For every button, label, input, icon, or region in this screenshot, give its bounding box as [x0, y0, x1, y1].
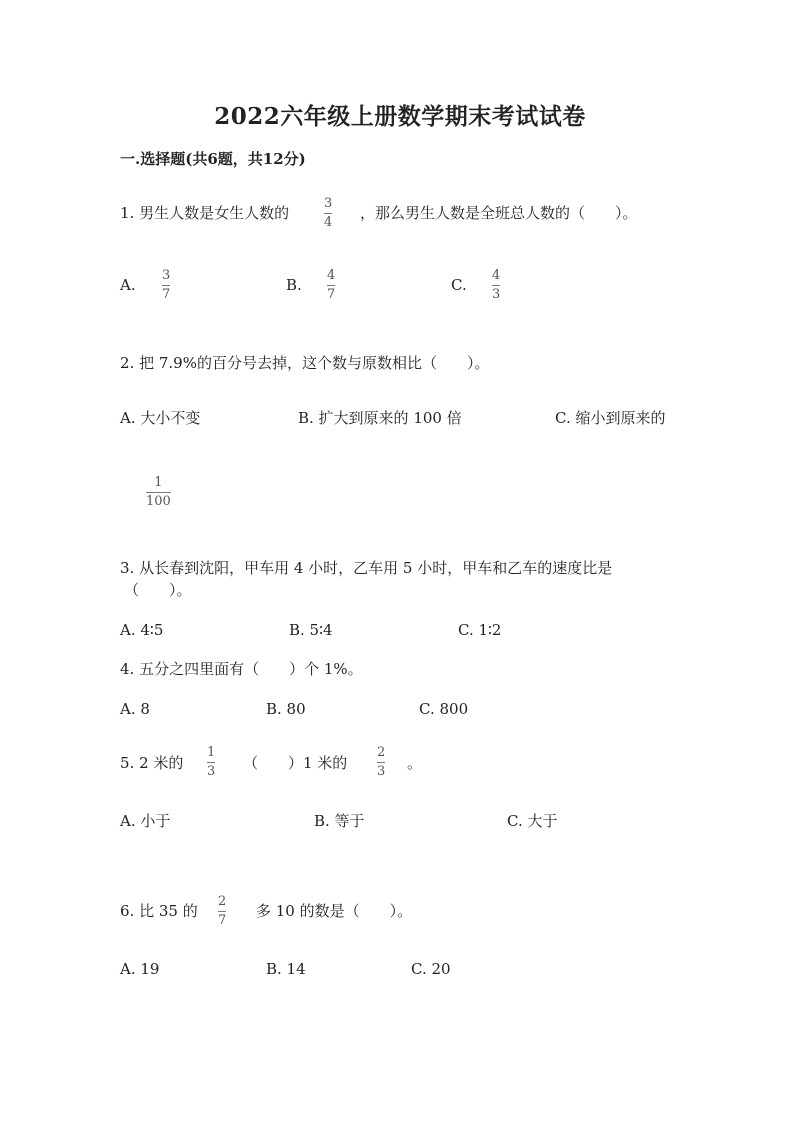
q6-option-a: A. 19 [120, 960, 160, 978]
q6-fraction-numerator: 2 [218, 894, 227, 909]
q6-fraction [218, 895, 226, 928]
q2-stem: 2. 把 7.9%的百分号去掉，这个数与原数相比（ ）。 [120, 354, 490, 372]
q5-option-b: B. 等于 [314, 812, 365, 830]
q3-stem-line-1: 3. 从长春到沈阳，甲车用 4 小时，乙车用 5 小时，甲车和乙车的速度比是 [120, 559, 613, 577]
q1-option-c-fraction [492, 269, 500, 302]
q3-stem-line-2: （ ）。 [124, 581, 192, 599]
q1-option-c-numerator: 4 [492, 268, 501, 283]
q3-option-a: A. 4∶5 [120, 621, 164, 639]
q5-stem-middle: （ ）1 米的 [243, 754, 348, 772]
q5-option-a: A. 小于 [120, 812, 171, 830]
q1-stem-start: 1. 男生人数是女生人数的 [120, 204, 290, 222]
q2-option-c-denominator: 100 [146, 494, 171, 509]
q6-option-c: C. 20 [411, 960, 451, 978]
q4-stem: 4. 五分之四里面有（ ）个 1%。 [120, 660, 363, 678]
q1-fraction [324, 197, 332, 230]
q5-fraction-1 [207, 746, 215, 779]
q5-fraction-2-numerator: 2 [377, 745, 386, 760]
q3-option-c: C. 1∶2 [458, 621, 502, 639]
q1-option-a-numerator: 3 [162, 268, 171, 283]
q1-stem-end: ，那么男生人数是全班总人数的（ ）。 [360, 204, 638, 222]
q2-option-c-fraction [146, 476, 171, 509]
q1-option-b-label: B. [286, 276, 302, 294]
q1-option-c-denominator: 3 [492, 287, 501, 302]
q4-option-c: C. 800 [419, 700, 469, 718]
q6-option-b: B. 14 [266, 960, 306, 978]
q2-option-a: A. 大小不变 [120, 409, 201, 427]
q1-fraction-denominator: 4 [324, 215, 333, 230]
q1-option-b-fraction [327, 269, 335, 302]
q1-option-a-label: A. [120, 276, 136, 294]
q1-option-c-label: C. [451, 276, 467, 294]
q5-fraction-1-numerator: 1 [207, 745, 216, 760]
q1-option-b-denominator: 7 [327, 287, 336, 302]
q4-option-a: A. 8 [120, 700, 150, 718]
q2-option-b: B. 扩大到原来的 100 倍 [298, 409, 462, 427]
q1-option-a-denominator: 7 [162, 287, 171, 302]
page-title: 2022六年级上册数学期末考试试卷 [214, 103, 586, 130]
q5-fraction-2 [377, 746, 385, 779]
q6-fraction-denominator: 7 [218, 913, 227, 928]
q1-option-b-numerator: 4 [327, 268, 336, 283]
q5-stem-start: 5. 2 米的 [120, 754, 184, 772]
q3-option-b: B. 5∶4 [289, 621, 333, 639]
q6-stem-start: 6. 比 35 的 [120, 902, 198, 920]
q5-option-c: C. 大于 [507, 812, 558, 830]
q6-stem-end: 多 10 的数是（ ）。 [256, 902, 413, 920]
q4-option-b: B. 80 [266, 700, 306, 718]
q2-option-c: C. 缩小到原来的 [555, 409, 666, 427]
q5-fraction-2-denominator: 3 [377, 764, 386, 779]
q1-fraction-numerator: 3 [324, 196, 333, 211]
section-heading: 一.选择题(共6题，共12分) [120, 150, 306, 168]
q2-option-c-numerator: 1 [154, 475, 163, 490]
q1-option-a-fraction [162, 269, 170, 302]
q5-stem-end: 。 [407, 754, 423, 772]
q5-fraction-1-denominator: 3 [207, 764, 216, 779]
